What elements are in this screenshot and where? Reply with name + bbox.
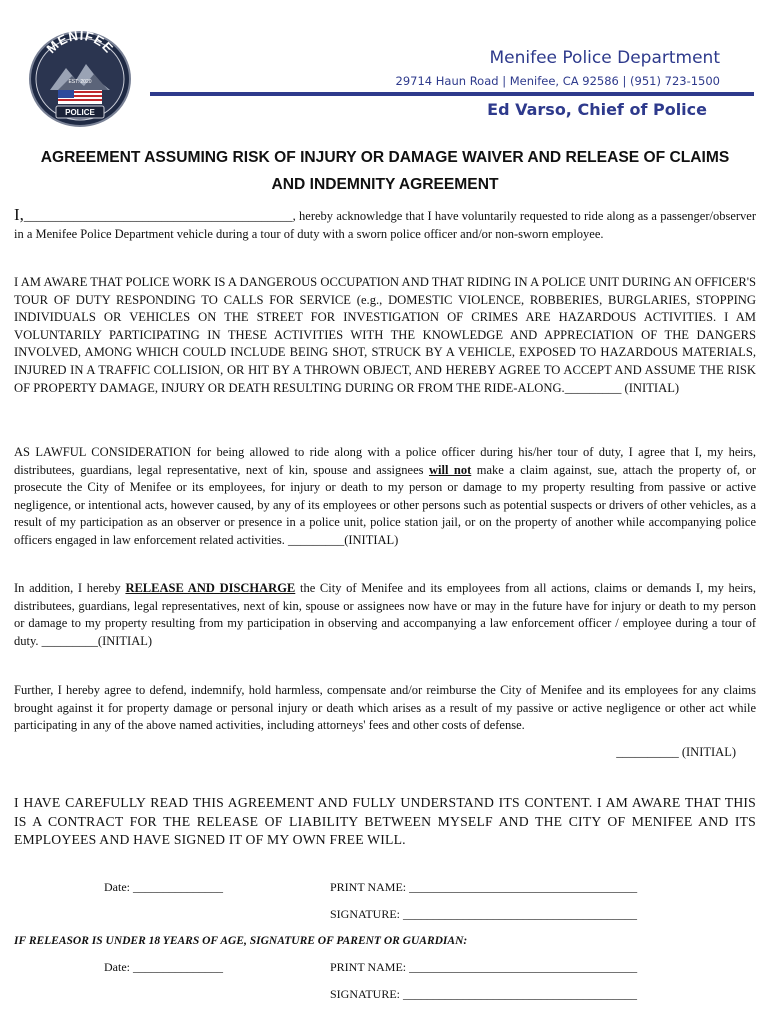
signer-print-name-field[interactable]: PRINT NAME: ______________________________________ bbox=[330, 880, 638, 894]
release-discharge-paragraph bbox=[14, 580, 756, 650]
guardian-print-name-field[interactable]: PRINT NAME: ______________________________________ bbox=[330, 960, 638, 974]
release-discharge-emphasis: RELEASE AND DISCHARGE bbox=[125, 581, 296, 595]
will-not-emphasis: will not bbox=[428, 462, 472, 477]
indemnify-paragraph: Further, I hereby agree to defend, indemnify, hold harmless, compensate and/or reimburse the City of Menifee and its employees for any claims brought against it for property damage or personal injury or death which arises as a result of my passive or active negligence or other act while participating in any of the above named activities, including attorneys' fees and other costs of defense. bbox=[14, 683, 756, 733]
acknowledgement-text: ___________________________________________, hereby acknowledge that I have voluntarily requested to ride along as a passenger/observer in a Menifee Police Department vehicle during a tour of duty with a sworn police officer and/or non-sworn employee. bbox=[14, 209, 756, 241]
badge-bottom-text: POLICE bbox=[65, 108, 95, 117]
department-name: Menifee Police Department bbox=[489, 48, 720, 68]
risk-awareness-paragraph: I AM AWARE THAT POLICE WORK IS A DANGEROUS OCCUPATION AND THAT RIDING IN A POLICE UNIT DURING AN OFFICER'S TOUR OF DUTY RESPONDING TO CALLS FOR SERVICE (e.g., DOMESTIC VIOLENCE, ROBBERIES, BURGLARIES, STOPPING INDIVIDUALS OR VEHICLES ON THE STREET FOR INVESTIGATION OF CRIMES ARE HAZARDOUS ACTIVITIES. I AM VOLUNTARILY PARTICIPATING IN THESE ACTIVITIES WITH THE KNOWLEDGE AND APPRECIATION OF THE DANGERS INVOLVED, AMONG WHICH COULD INCLUDE BEING SHOT, STRUCK BY A VEHICLE, EXPOSED TO HAZARDOUS MATERIALS, INJURED IN A TRAFFIC COLLISION, OR HIT BY A THROWN OBJECT, AND HEREBY AGREE TO ACCEPT AND ASSUME THE RISK OF PROPERTY DAMAGE, INJURY OR DEATH RESULTING DURING OR FROM THE RIDE-ALONG._________ (INITIAL) bbox=[14, 275, 756, 395]
guardian-date-field[interactable]: Date: _______________ bbox=[104, 960, 223, 974]
acknowledgement-statement: I HAVE CAREFULLY READ THIS AGREEMENT AND FULLY UNDERSTAND ITS CONTENT. I AM AWARE THAT THIS IS A CONTRACT FOR THE RELEASE OF LIABILITY BETWEEN MYSELF AND THE CITY OF MENIFEE AND ITS EMPLOYEES AND HAVE SIGNED IT OF MY OWN FREE WILL. bbox=[14, 795, 756, 847]
badge-est-text: EST. 2020 bbox=[68, 79, 92, 85]
consideration-text-1: AS LAWFUL CONSIDERATION for being allowed to ride along with a police officer during his/her tour of duty, I agree that I, my heirs, distributees, guardians, legal representative, next of kin, spouse and assignees bbox=[14, 445, 756, 477]
header-divider bbox=[150, 92, 754, 96]
title-line-2: AND INDEMNITY AGREEMENT bbox=[271, 176, 499, 193]
police-badge-logo bbox=[28, 30, 132, 128]
acknowledgement-paragraph bbox=[14, 206, 756, 243]
release-text-2: the City of Menifee and its employees from all actions, claims or demands I, my heirs, distributees, guardians, legal representatives, next of kin, spouse or assignees now have or may in the future have for injury or death to my person or damage to my property resulting from my participation in observing and accompanying a law enforcement officer / employee during a tour of duty. _________(INITIAL) bbox=[14, 581, 756, 648]
signer-date-field[interactable]: Date: _______________ bbox=[104, 880, 223, 894]
lawful-consideration-paragraph bbox=[14, 444, 756, 550]
guardian-heading: IF RELEASOR IS UNDER 18 YEARS OF AGE, SIGNATURE OF PARENT OR GUARDIAN: bbox=[14, 935, 468, 947]
department-address: 29714 Haun Road | Menifee, CA 92586 | (951) 723-1500 bbox=[395, 74, 720, 88]
badge-top-text: MENIFEE bbox=[43, 30, 117, 57]
chief-name: Ed Varso, Chief of Police bbox=[487, 100, 707, 119]
acknowledgement-lead: I, bbox=[14, 205, 24, 224]
signer-signature-field[interactable]: SIGNATURE: _______________________________________ bbox=[330, 907, 638, 921]
release-text-1: In addition, I hereby bbox=[14, 581, 126, 595]
title-line-1: AGREEMENT ASSUMING RISK OF INJURY OR DAMAGE WAIVER AND RELEASE OF CLAIMS bbox=[40, 149, 730, 166]
document-title bbox=[12, 144, 758, 198]
consideration-text-2: make a claim against, sue, attach the property of, or prosecute the City of Menifee or its employees, for injury or death to my person or damage to my property resulting from passive or active negligence, or intentional acts, however caused, by any of its employees or other persons such as potential suspects or drivers of other vehicles, as a result of my participation as an observer or presence in a police unit, police station jail, or on the property of another while accompanying police officers engaged in law enforcement related activities. _________(INITIAL) bbox=[14, 462, 757, 547]
indemnify-initial: __________ (INITIAL) bbox=[616, 745, 736, 759]
guardian-signature-field[interactable]: SIGNATURE: _______________________________________ bbox=[330, 987, 638, 1001]
